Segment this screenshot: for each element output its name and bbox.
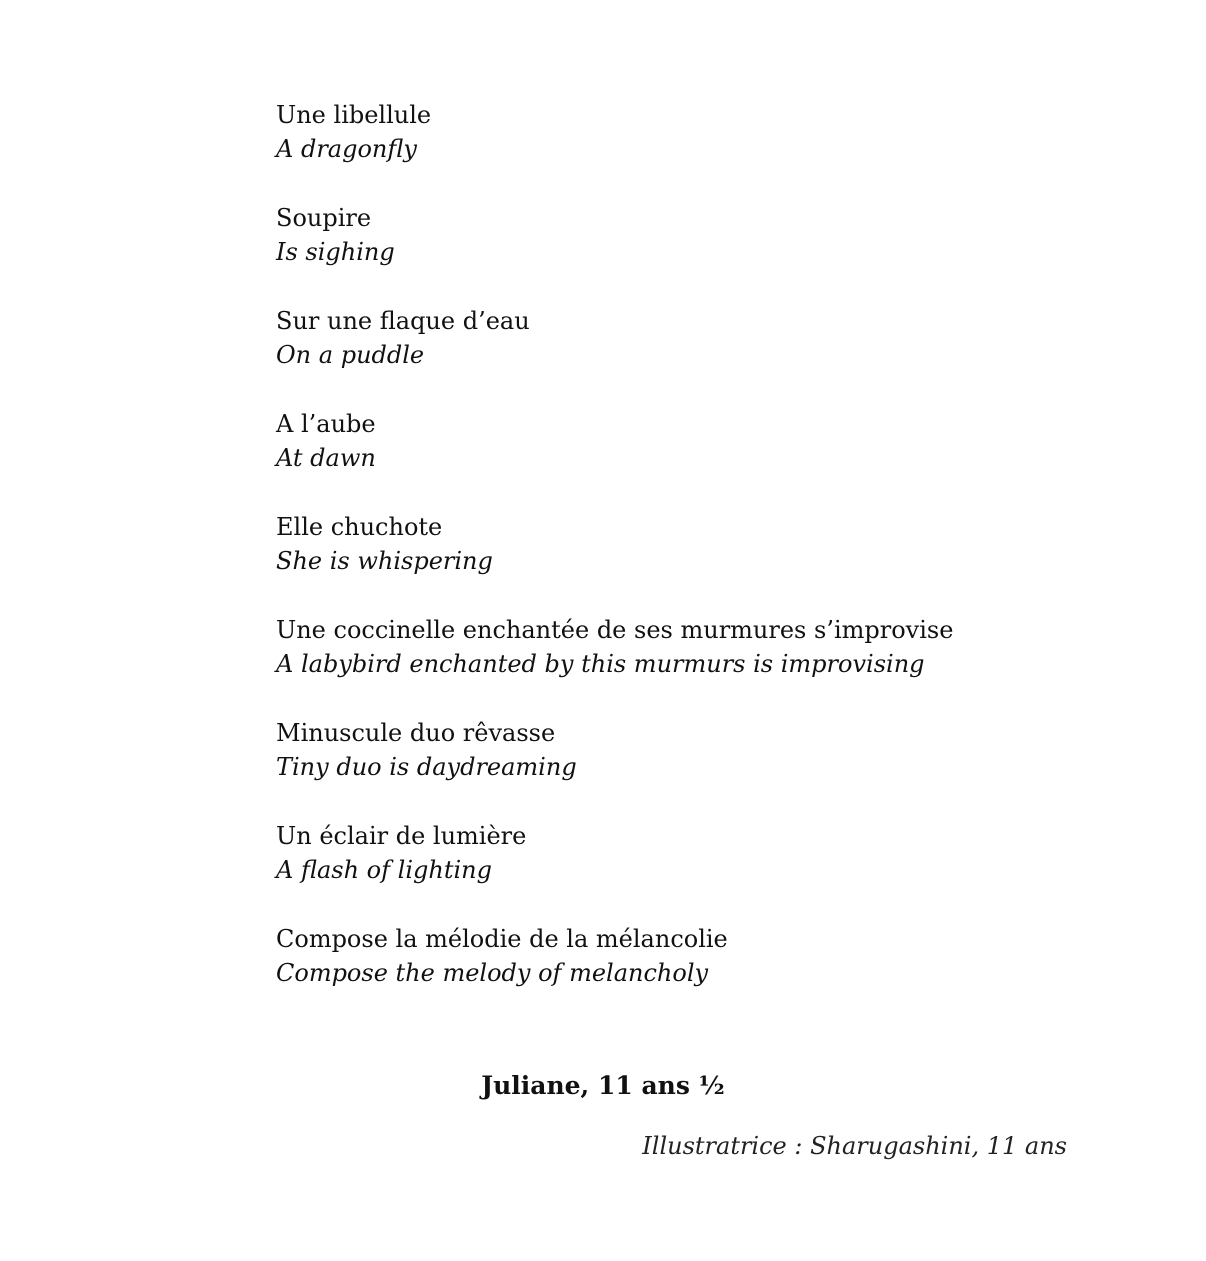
illustrator-credit: Illustratrice : Sharugashini, 11 ans (642, 1132, 1067, 1160)
stanza (276, 819, 1096, 922)
english-line: A labybird enchanted by this murmurs is improvising (276, 650, 925, 678)
stanza (276, 716, 1096, 819)
french-line: Une coccinelle enchantée de ses murmures s’improvise (276, 616, 954, 644)
french-line: Sur une flaque d’eau (276, 307, 530, 335)
french-line: Elle chuchote (276, 513, 443, 541)
french-line: Compose la mélodie de la mélancolie (276, 925, 728, 953)
english-line: Is sighing (276, 238, 395, 266)
poem (276, 98, 1096, 1025)
stanza (276, 510, 1096, 613)
english-line: A flash of lighting (276, 856, 492, 884)
stanza (276, 98, 1096, 201)
french-line: Minuscule duo rêvasse (276, 719, 556, 747)
author-signature: Juliane, 11 ans ½ (481, 1071, 725, 1100)
stanza (276, 922, 1096, 1025)
french-line: Un éclair de lumière (276, 822, 527, 850)
stanza (276, 201, 1096, 304)
french-line: Une libellule (276, 101, 432, 129)
english-line: On a puddle (276, 341, 425, 369)
english-line: She is whispering (276, 547, 493, 575)
french-line: Soupire (276, 204, 372, 232)
english-line: A dragonfly (276, 135, 417, 163)
stanza (276, 407, 1096, 510)
english-line: At dawn (276, 444, 376, 472)
stanza (276, 304, 1096, 407)
english-line: Compose the melody of melancholy (276, 959, 709, 987)
french-line: A l’aube (276, 410, 376, 438)
english-line: Tiny duo is daydreaming (276, 753, 577, 781)
stanza (276, 613, 1096, 716)
